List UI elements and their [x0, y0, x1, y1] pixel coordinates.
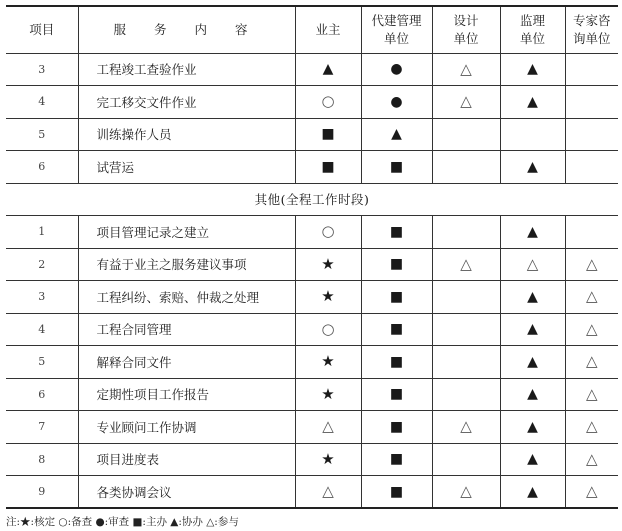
role-mark-supervise: ▲ [527, 288, 538, 305]
header-col-supervise [500, 6, 565, 53]
cell-design [432, 346, 500, 379]
role-mark-expert: △ [585, 417, 598, 436]
cell-expert [565, 443, 618, 476]
role-mark-owner: ▲ [322, 61, 334, 78]
cell-design [432, 151, 500, 184]
cell-supervise [500, 118, 565, 151]
role-mark-supervise: ▲ [527, 483, 538, 500]
cell-owner [295, 443, 361, 476]
role-mark-agent: ■ [389, 158, 404, 175]
cell-design [432, 443, 500, 476]
cell-supervise [500, 86, 565, 119]
row-service-item: 有益于业主之服务建议事项 [78, 248, 295, 281]
section-title: 其他(全程工作时段) [6, 183, 618, 216]
role-mark-owner: ○ [321, 319, 335, 338]
table-row [6, 411, 618, 444]
role-mark-owner: ★ [321, 449, 335, 468]
cell-supervise [500, 443, 565, 476]
row-service-item: 工程纠纷、索赔、仲裁之处理 [78, 281, 295, 314]
row-service-item: 项目管理记录之建立 [78, 216, 295, 249]
cell-design [432, 378, 500, 411]
role-mark-agent: ● [390, 61, 403, 78]
row-service-item: 训练操作人员 [78, 118, 295, 151]
row-service-item: 工程合同管理 [78, 313, 295, 346]
role-mark-owner: ★ [321, 254, 335, 273]
role-mark-design: △ [460, 417, 472, 436]
cell-agent [361, 281, 432, 314]
role-mark-expert: △ [585, 352, 598, 371]
responsibility-table-wrapper [6, 5, 618, 509]
cell-agent [361, 86, 432, 119]
role-mark-expert: △ [585, 254, 598, 273]
header-col-agent-line2: 单位 [383, 30, 409, 46]
cell-expert [565, 151, 618, 184]
table-row [6, 151, 618, 184]
table-row [6, 281, 618, 314]
table-row [6, 248, 618, 281]
legend-note: 注:★:核定 ○:备查 ●:审查 ■:主办 ▲:协办 △:参与 [6, 516, 239, 528]
cell-owner [295, 378, 361, 411]
header-col-design-line2: 单位 [453, 30, 479, 46]
cell-design [432, 216, 500, 249]
cell-agent [361, 443, 432, 476]
role-mark-agent: ■ [389, 483, 404, 500]
role-mark-supervise: ▲ [527, 386, 538, 403]
row-service-item: 试营运 [78, 151, 295, 184]
header-col-expert-line2: 询单位 [572, 30, 611, 46]
cell-agent [361, 313, 432, 346]
role-mark-supervise: ▲ [527, 418, 538, 435]
row-number: 5 [6, 346, 78, 379]
role-mark-owner: ○ [321, 92, 335, 111]
row-number: 7 [6, 411, 78, 444]
row-service-item: 专业顾问工作协调 [78, 411, 295, 444]
cell-agent [361, 248, 432, 281]
cell-design [432, 281, 500, 314]
cell-supervise [500, 248, 565, 281]
header-col-design [432, 6, 500, 53]
role-mark-agent: ■ [389, 451, 404, 468]
row-service-item: 定期性项目工作报告 [78, 378, 295, 411]
section-row [6, 183, 618, 216]
cell-supervise [500, 411, 565, 444]
cell-agent [361, 476, 432, 509]
cell-owner [295, 216, 361, 249]
header-col-supervise-line1: 监理 [519, 12, 545, 28]
cell-owner [295, 248, 361, 281]
role-mark-owner: ■ [321, 158, 335, 175]
role-mark-owner: △ [322, 417, 334, 436]
cell-expert [565, 378, 618, 411]
header-col-design-line1: 设计 [453, 12, 479, 28]
cell-expert [565, 118, 618, 151]
role-mark-owner: ■ [321, 126, 335, 143]
cell-expert [565, 86, 618, 119]
role-mark-owner: △ [322, 482, 334, 500]
role-mark-agent: ▲ [391, 126, 402, 143]
row-number: 8 [6, 443, 78, 476]
cell-agent [361, 216, 432, 249]
cell-expert [565, 476, 618, 509]
role-mark-agent: ■ [389, 321, 404, 338]
cell-design [432, 86, 500, 119]
table-row [6, 476, 618, 509]
table-row [6, 313, 618, 346]
role-mark-supervise: ▲ [527, 93, 538, 110]
cell-agent [361, 411, 432, 444]
role-mark-expert: △ [585, 482, 598, 500]
row-service-item: 各类协调会议 [78, 476, 295, 509]
row-number: 4 [6, 313, 78, 346]
cell-expert [565, 313, 618, 346]
role-mark-supervise: ▲ [527, 451, 538, 468]
cell-design [432, 411, 500, 444]
role-mark-owner: ★ [321, 384, 335, 403]
cell-design [432, 118, 500, 151]
role-mark-agent: ● [390, 93, 403, 110]
cell-design [432, 476, 500, 509]
cell-supervise [500, 281, 565, 314]
responsibility-table [6, 5, 618, 509]
role-mark-expert: △ [585, 449, 598, 468]
cell-design [432, 53, 500, 86]
role-mark-supervise: ▲ [527, 321, 538, 338]
cell-expert [565, 53, 618, 86]
cell-owner [295, 476, 361, 509]
cell-agent [361, 118, 432, 151]
cell-supervise [500, 216, 565, 249]
cell-owner [295, 53, 361, 86]
role-mark-design: △ [460, 254, 472, 273]
cell-supervise [500, 53, 565, 86]
role-mark-expert: △ [585, 287, 598, 306]
role-mark-supervise: ▲ [527, 61, 538, 78]
row-number: 3 [6, 53, 78, 86]
role-mark-agent: ■ [389, 353, 404, 370]
row-number: 4 [6, 86, 78, 119]
header-col-no: 项目 [6, 6, 78, 53]
role-mark-owner: ★ [321, 352, 335, 371]
table-row [6, 216, 618, 249]
row-number: 2 [6, 248, 78, 281]
cell-supervise [500, 346, 565, 379]
cell-owner [295, 151, 361, 184]
role-mark-agent: ■ [389, 256, 404, 273]
table-row [6, 86, 618, 119]
row-number: 6 [6, 378, 78, 411]
role-mark-design: △ [460, 92, 472, 111]
cell-owner [295, 118, 361, 151]
header-row [6, 6, 618, 53]
cell-expert [565, 216, 618, 249]
cell-expert [565, 411, 618, 444]
role-mark-supervise: ▲ [527, 353, 538, 370]
role-mark-owner: ○ [321, 222, 335, 241]
cell-expert [565, 346, 618, 379]
cell-owner [295, 411, 361, 444]
row-service-item: 项目进度表 [78, 443, 295, 476]
cell-owner [295, 86, 361, 119]
cell-expert [565, 281, 618, 314]
cell-supervise [500, 313, 565, 346]
table-row [6, 53, 618, 86]
table-row [6, 443, 618, 476]
role-mark-agent: ■ [389, 288, 404, 305]
row-service-item: 完工移交文件作业 [78, 86, 295, 119]
role-mark-owner: ★ [321, 287, 335, 306]
role-mark-design: △ [460, 59, 472, 78]
role-mark-supervise: △ [526, 254, 539, 273]
role-mark-expert: △ [585, 319, 598, 338]
role-mark-supervise: ▲ [527, 158, 538, 175]
row-service-item: 解释合同文件 [78, 346, 295, 379]
cell-owner [295, 313, 361, 346]
role-mark-agent: ■ [389, 223, 404, 240]
header-col-expert [565, 6, 618, 53]
table-body [6, 53, 618, 508]
cell-supervise [500, 151, 565, 184]
cell-supervise [500, 378, 565, 411]
role-mark-agent: ■ [389, 386, 404, 403]
header-col-expert-line1: 专家咨 [572, 12, 611, 28]
cell-agent [361, 346, 432, 379]
cell-agent [361, 151, 432, 184]
row-number: 5 [6, 118, 78, 151]
cell-owner [295, 346, 361, 379]
cell-design [432, 248, 500, 281]
header-col-supervise-line2: 单位 [519, 30, 545, 46]
header-col-item: 服 务 内 容 [78, 6, 295, 53]
row-number: 1 [6, 216, 78, 249]
table-header [6, 6, 618, 53]
header-col-agent-line1: 代建管理 [371, 12, 422, 28]
cell-design [432, 313, 500, 346]
table-row [6, 378, 618, 411]
table-row [6, 118, 618, 151]
table-row [6, 346, 618, 379]
row-service-item: 工程竣工查验作业 [78, 53, 295, 86]
cell-agent [361, 53, 432, 86]
row-number: 9 [6, 476, 78, 509]
header-col-owner: 业主 [295, 6, 361, 53]
row-number: 6 [6, 151, 78, 184]
role-mark-agent: ■ [389, 418, 404, 435]
role-mark-expert: △ [585, 384, 598, 403]
cell-owner [295, 281, 361, 314]
cell-agent [361, 378, 432, 411]
row-number: 3 [6, 281, 78, 314]
cell-expert [565, 248, 618, 281]
cell-supervise [500, 476, 565, 509]
role-mark-design: △ [460, 482, 472, 500]
header-col-agent [361, 6, 432, 53]
role-mark-supervise: ▲ [527, 223, 538, 240]
